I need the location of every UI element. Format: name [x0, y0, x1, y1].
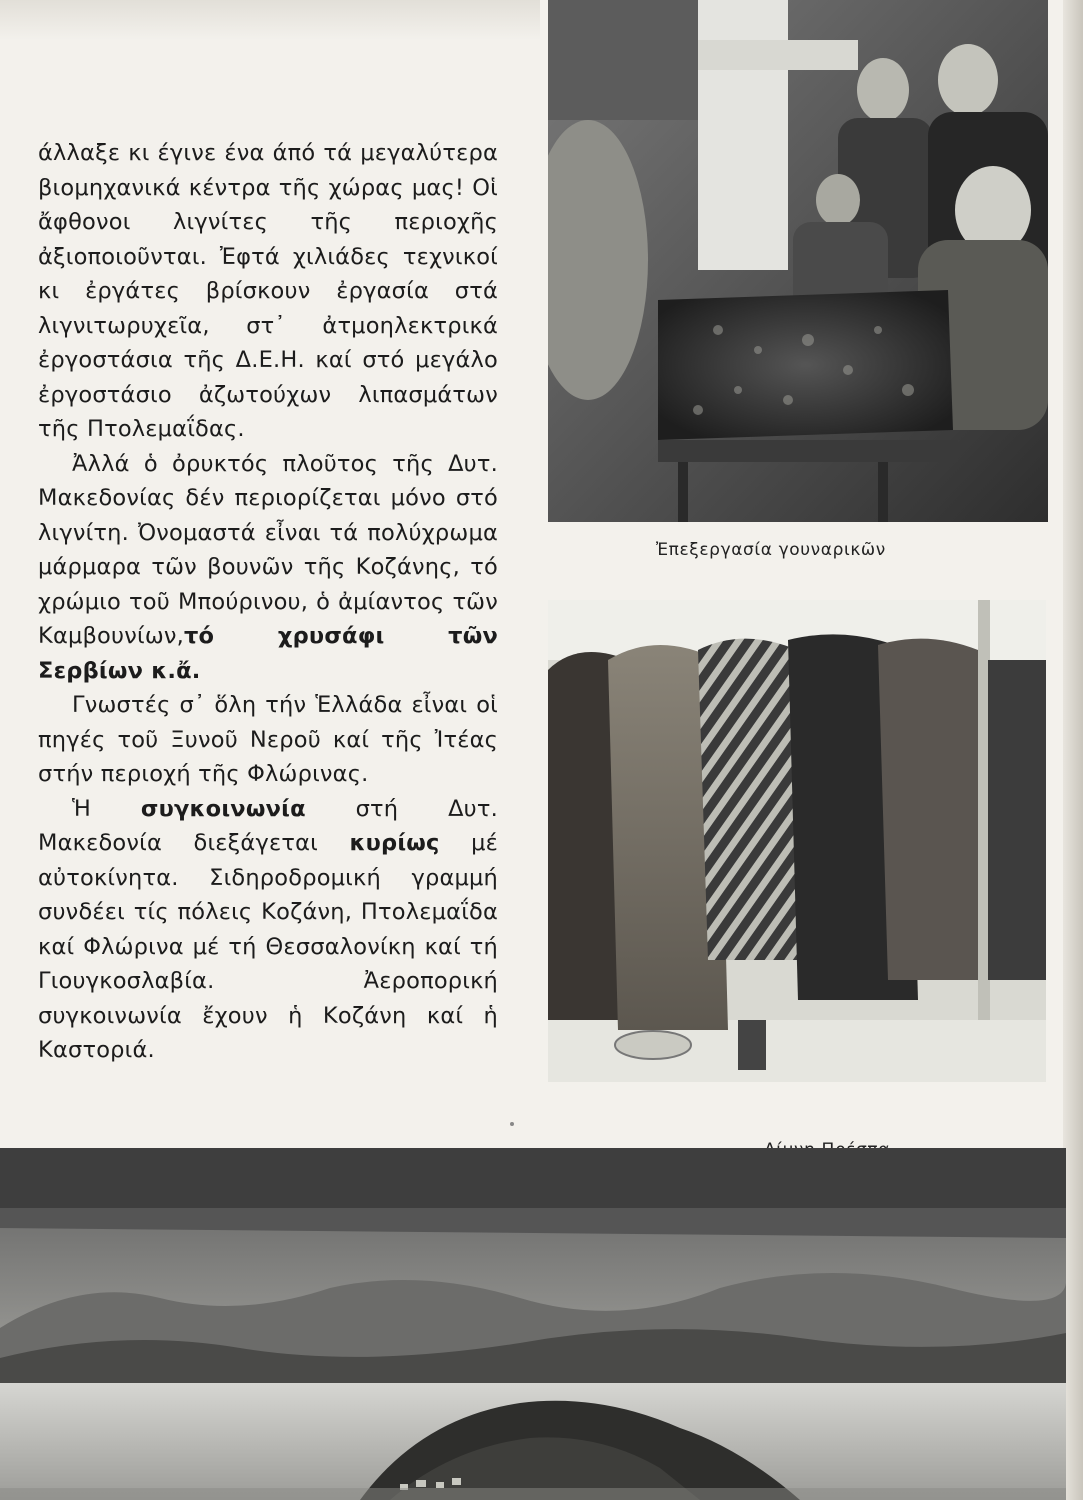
- body-text: [38, 136, 498, 1068]
- paragraph-4: [38, 792, 498, 1068]
- text-segment-bold: συγκοινωνία: [140, 795, 306, 822]
- fur-coats-photo: [548, 600, 1046, 1082]
- paragraph-1: [38, 136, 498, 447]
- text-segment: άλλαξε κι έγινε ένα άπό τά μεγαλύτερα βιομηχανικά κέντρα τῆς χώρας μας! Οἱ ἄφθονοι λιγνίτες τῆς περιοχῆς ἀξιοποιοῦνται. Ἐφτά χιλιάδες τεχνικοί κι ἐργάτες βρίσκουν ἐργασία στά λιγνιτωρυχεῖα, στ᾽ ἀτμοηλεκτρικά ἐργοστάσια τῆς Δ.Ε.Η. καί στό μεγάλο ἐργοστάσιο ἀζωτούχων λιπασμάτων τῆς Πτολεμαΐδας.: [38, 140, 498, 442]
- text-segment-bold: τό χρυσάφι τῶν Σερβίων κ.ἄ.: [38, 623, 498, 684]
- fur-processing-caption: Ἐπεξεργασία γουναρικῶν: [656, 540, 886, 560]
- lake-prespa-photo: [0, 1148, 1066, 1500]
- text-segment-bold: κυρίως: [349, 830, 440, 856]
- text-segment: Γνωστές σ᾽ ὅλη τήν Ἑλλάδα εἶναι οἱ πηγές τοῦ Ξυνοῦ Νεροῦ καί τῆς Ἰτέας στήν περιοχή τῆς Φλώρινας.: [38, 692, 498, 787]
- previous-page-bleed: [0, 0, 540, 40]
- print-speck: [510, 1122, 514, 1126]
- text-segment: μέ αὐτοκίνητα. Σιδηροδρομική γραμμή συνδέει τίς πόλεις Κοζάνη, Πτολεμαΐδα καί Φλώρινα μέ τή Θεσσαλονίκη καί τή Γιουγκοσλαβία. Ἀεροπορική συγκοινωνία ἔχουν ἡ Κοζάνη καί ἡ Καστοριά.: [38, 830, 498, 1063]
- paragraph-2: [38, 447, 498, 689]
- page-edge-shadow: [1063, 0, 1083, 1500]
- text-segment: στή Δυτ. Μακεδονία διεξάγεται: [38, 795, 498, 856]
- text-segment: Ἡ: [72, 795, 141, 822]
- text-segment: Ἀλλά ὁ ὀρυκτός πλοῦτος τῆς Δυτ. Μακεδονίας δέν περιορίζεται μόνο στό λιγνίτη. Ὀνομαστά εἶναι τά πολύχρωμα μάρμαρα τῶν βουνῶν τῆς Κοζάνης, τό χρώμιο τοῦ Μπούρινου, ὁ ἀμίαντος τῶν Καμβουνίων,: [38, 450, 498, 649]
- fur-workshop-photo: [548, 0, 1048, 522]
- paragraph-3: [38, 688, 498, 792]
